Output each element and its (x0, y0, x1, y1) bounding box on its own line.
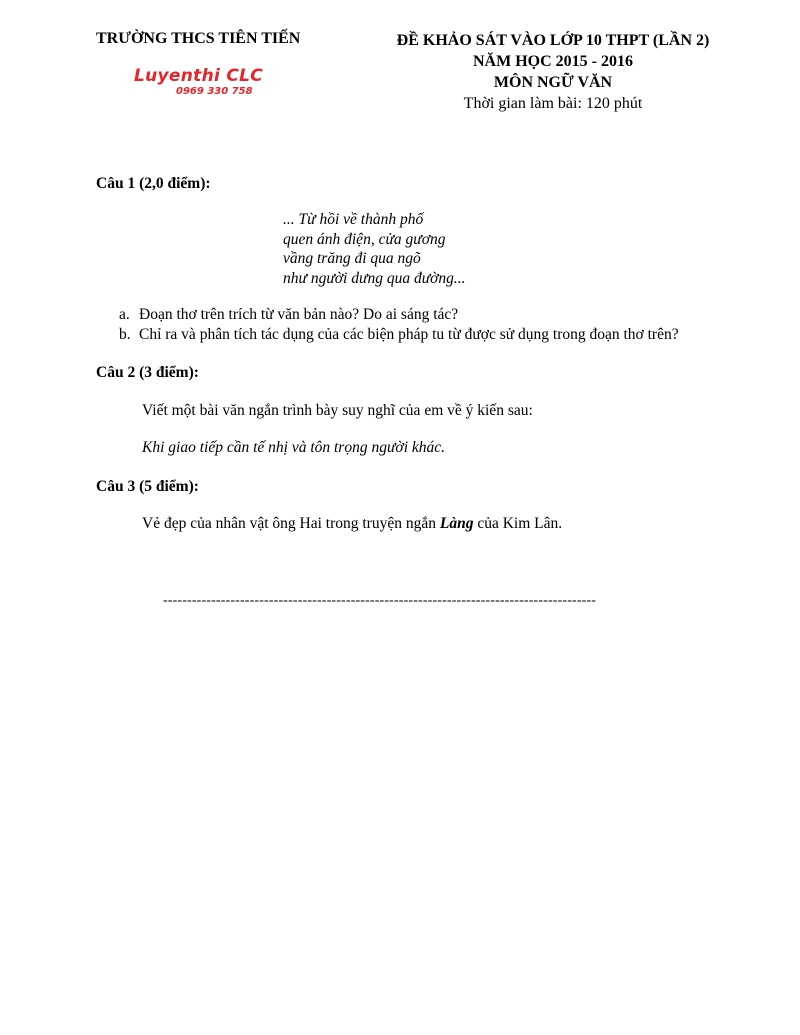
poem-line: quen ánh điện, cửa gương (283, 230, 446, 248)
logo-name: Luyenthi CLC (134, 66, 264, 86)
question-1b (119, 326, 679, 344)
subject: MÔN NGỮ VĂN (493, 74, 613, 91)
poem-excerpt (283, 210, 466, 288)
exam-header (370, 30, 736, 114)
sub-text: Đoạn thơ trên trích từ văn bản nào? Do ai sáng tác? (139, 306, 459, 323)
question-2-quote: Khi giao tiếp cần tế nhị và tôn trọng người khác. (142, 439, 446, 456)
logo (132, 66, 292, 102)
sub-text: Chỉ ra và phân tích tác dụng của các biện pháp tu từ được sử dụng trong đoạn thơ trên? (139, 326, 679, 343)
exam-title: ĐỀ KHẢO SÁT VÀO LỚP 10 THPT (LẦN 2) (396, 32, 710, 49)
school-year: NĂM HỌC 2015 - 2016 (473, 53, 633, 70)
prompt-text: của Kim Lân. (473, 515, 563, 532)
poem-line: như người dưng qua đường... (283, 269, 466, 287)
question-3-title: Câu 3 (5 điểm): (96, 478, 199, 495)
prompt-text: Vẻ đẹp của nhân vật ông Hai trong truyện ngắn (142, 515, 440, 532)
work-title: Làng (439, 515, 474, 532)
question-2-title: Câu 2 (3 điểm): (96, 364, 199, 381)
question-1a (119, 306, 458, 324)
question-1-title: Câu 1 (2,0 điểm): (96, 175, 211, 192)
school-name: TRƯỜNG THCS TIÊN TIẾN (96, 30, 301, 47)
logo-phone: 0969 330 758 (176, 86, 253, 97)
poem-line: vầng trăng đi qua ngõ (283, 250, 421, 267)
question-3-prompt (142, 515, 562, 533)
end-separator: ------------------------------------------------------------------------------------------ (163, 593, 597, 608)
sub-label: a. (119, 306, 130, 323)
question-2-prompt: Viết một bài văn ngắn trình bày suy nghĩ của em về ý kiến sau: (142, 402, 533, 419)
time-limit: Thời gian làm bài: 120 phút (463, 95, 643, 112)
sub-label: b. (119, 326, 131, 343)
poem-line: ... Từ hồi về thành phố (283, 211, 424, 228)
